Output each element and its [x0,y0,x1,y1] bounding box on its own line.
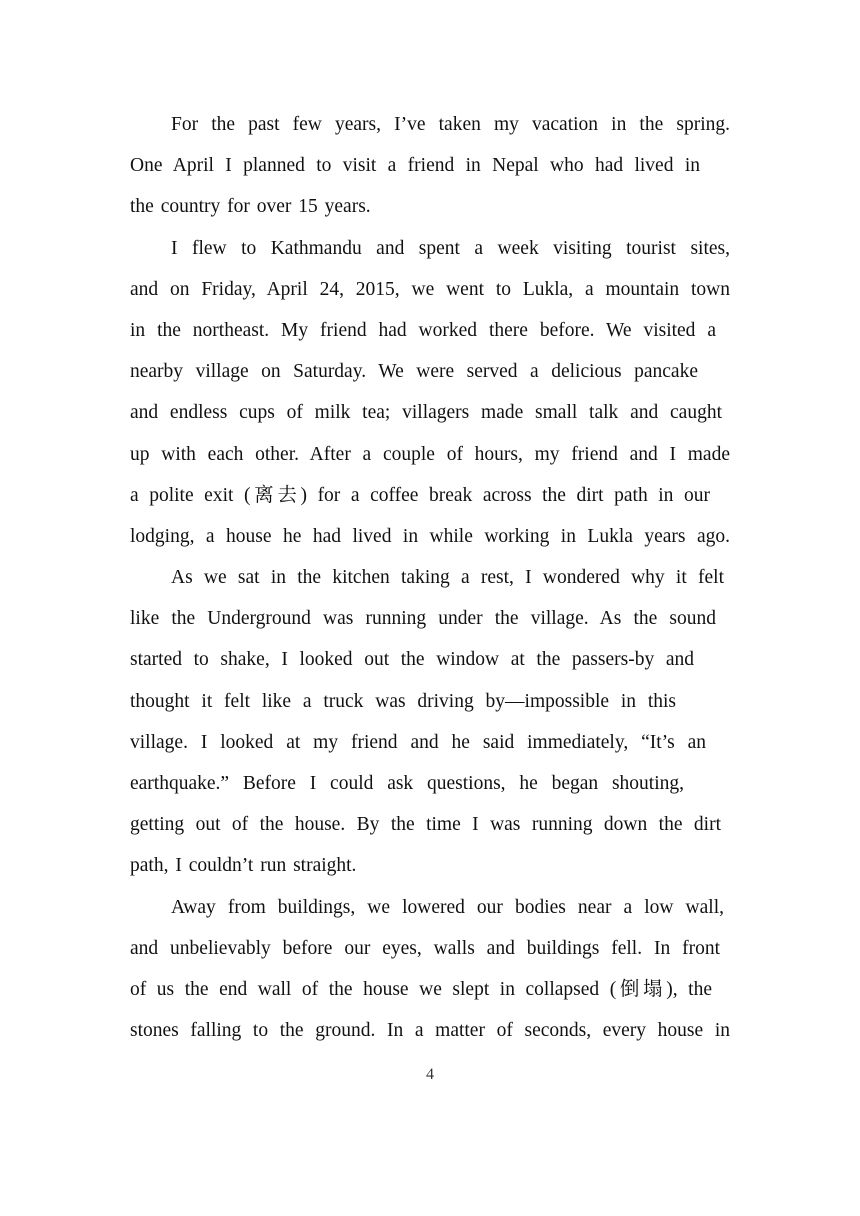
text-line: path, I couldn’t run straight. [130,855,357,877]
text-line: of us the end wall of the house we slept in collapsed (倒塌), the [130,978,712,1000]
text-line: a polite exit (离去) for a coffee break across the dirt path in our [130,484,710,506]
text-line: I flew to Kathmandu and spent a week visiting tourist sites, [171,237,730,259]
text-line: and unbelievably before our eyes, walls and buildings fell. In front [130,937,720,959]
text-line: in the northeast. My friend had worked there before. We visited a [130,319,716,341]
document-body [130,104,730,1051]
text-line: thought it felt like a truck was driving by—impossible in this [130,690,676,712]
text-line: like the Underground was running under the village. As the sound [130,608,716,630]
text-line: started to shake, I looked out the window at the passers-by and [130,649,694,671]
text-line: the country for over 15 years. [130,196,371,218]
text-line: earthquake.” Before I could ask questions, he began shouting, [130,773,684,794]
text-line: stones falling to the ground. In a matter of seconds, every house in [130,1020,730,1042]
text-line: village. I looked at my friend and he said immediately, “It’s an [130,731,706,753]
text-line: lodging, a house he had lived in while working in Lukla years ago. [130,525,730,547]
text-line: For the past few years, I’ve taken my vacation in the spring. [171,114,730,135]
text-line: One April I planned to visit a friend in Nepal who had lived in [130,155,700,177]
text-line: As we sat in the kitchen taking a rest, I wondered why it felt [171,567,724,589]
text-line: and endless cups of milk tea; villagers made small talk and caught [130,402,722,424]
page-number: 4 [426,1066,434,1083]
text-line: nearby village on Saturday. We were served a delicious pancake [130,361,698,383]
text-line: and on Friday, April 24, 2015, we went to Lukla, a mountain town [130,278,730,300]
text-line: up with each other. After a couple of hours, my friend and I made [130,443,730,465]
text-line: Away from buildings, we lowered our bodies near a low wall, [171,896,724,918]
text-line: getting out of the house. By the time I was running down the dirt [130,814,721,836]
